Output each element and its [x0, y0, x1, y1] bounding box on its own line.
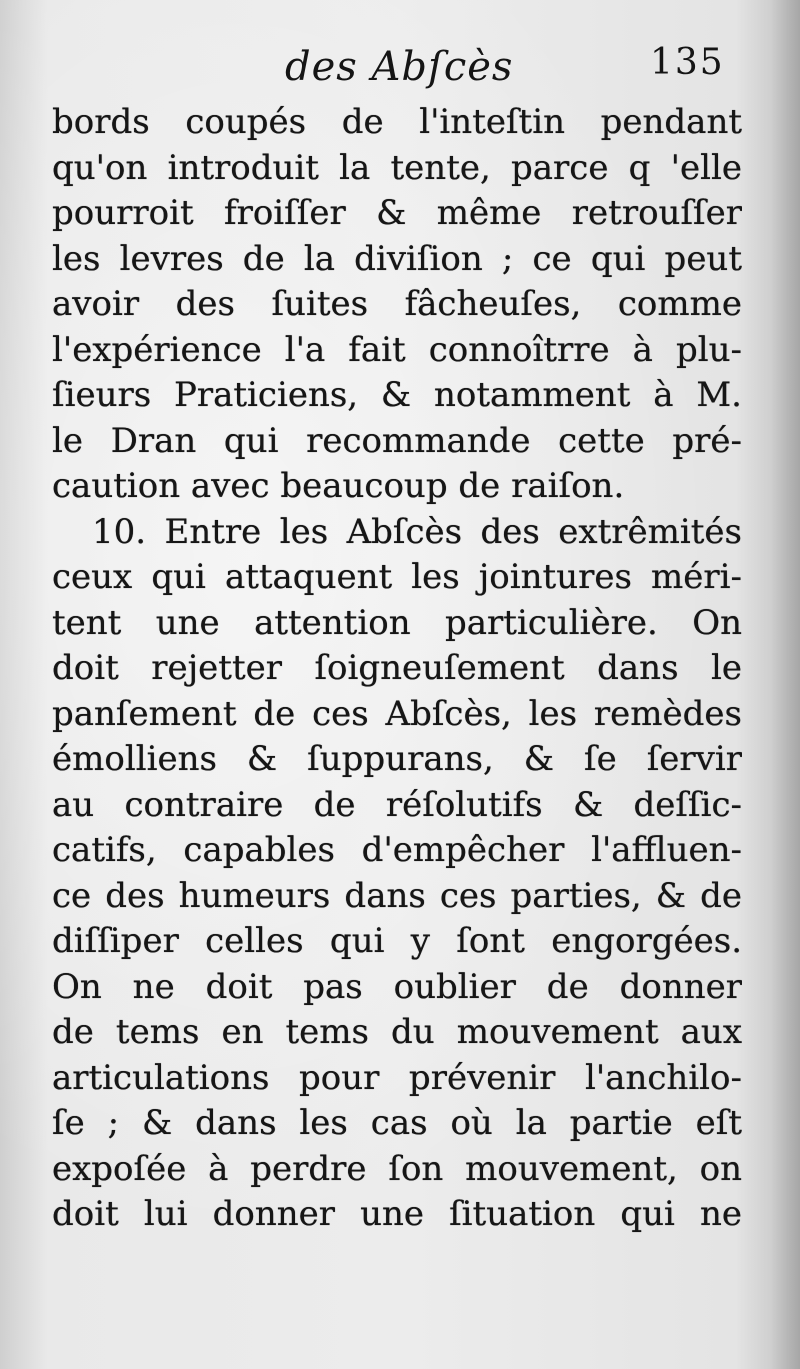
- text-line: doit lui donner une ſituation qui ne: [52, 1194, 742, 1234]
- text-line: avoir des ſuites fâcheuſes, comme: [52, 284, 742, 324]
- page-number: 135: [650, 42, 725, 83]
- text-line: les levres de la diviſion ; ce qui peut: [52, 238, 742, 279]
- page-header: [0, 42, 800, 98]
- text-line: articulations pour prévenir l'anchilo-: [52, 1057, 742, 1098]
- running-head: des Abſcès: [285, 44, 514, 90]
- text-line: l'expérience l'a fait connoîtrre à plu-: [52, 329, 742, 370]
- text-line: qu'on introduit la tente, parce q 'elle: [52, 147, 742, 188]
- text-line: ſe ; & dans les cas où la partie eſt: [52, 1103, 742, 1143]
- text-line: émolliens & ſuppurans, & ſe ſervir: [52, 739, 742, 779]
- text-line: catifs, capables d'empêcher l'affluen-: [52, 830, 742, 870]
- text-line: tent une attention particulière. On: [52, 602, 742, 643]
- text-line: ſieurs Praticiens, & notamment à M.: [52, 375, 742, 415]
- text-line: panſement de ces Abſcès, les remèdes: [52, 693, 742, 734]
- text-line: bords coupés de l'inteſtin pendant: [52, 102, 742, 142]
- page-edge-shadow: [770, 0, 800, 1369]
- text-line: au contraire de réſolutifs & deſſic-: [52, 784, 742, 825]
- text-line: expoſée à perdre ſon mouvement, on: [52, 1148, 742, 1189]
- text-line: ce des humeurs dans ces parties, & de: [52, 875, 742, 916]
- text-line-paragraph-start: 10. Entre les Abſcès des extrêmités: [92, 511, 742, 552]
- text-line: On ne doit pas oublier de donner: [52, 966, 742, 1007]
- text-line: doit rejetter ſoigneuſement dans le: [52, 648, 742, 688]
- text-line-paragraph-end: caution avec beaucoup de raiſon.: [52, 466, 625, 506]
- text-line: ceux qui attaquent les jointures méri-: [52, 557, 742, 597]
- body-text: [52, 100, 742, 1238]
- text-line: diſſiper celles qui y ſont engorgées.: [52, 921, 742, 961]
- text-line: pourroit froiſſer & même retrouſſer: [52, 193, 742, 233]
- text-line: le Dran qui recommande cette pré-: [52, 420, 742, 461]
- text-line: de tems en tems du mouvement aux: [52, 1012, 742, 1052]
